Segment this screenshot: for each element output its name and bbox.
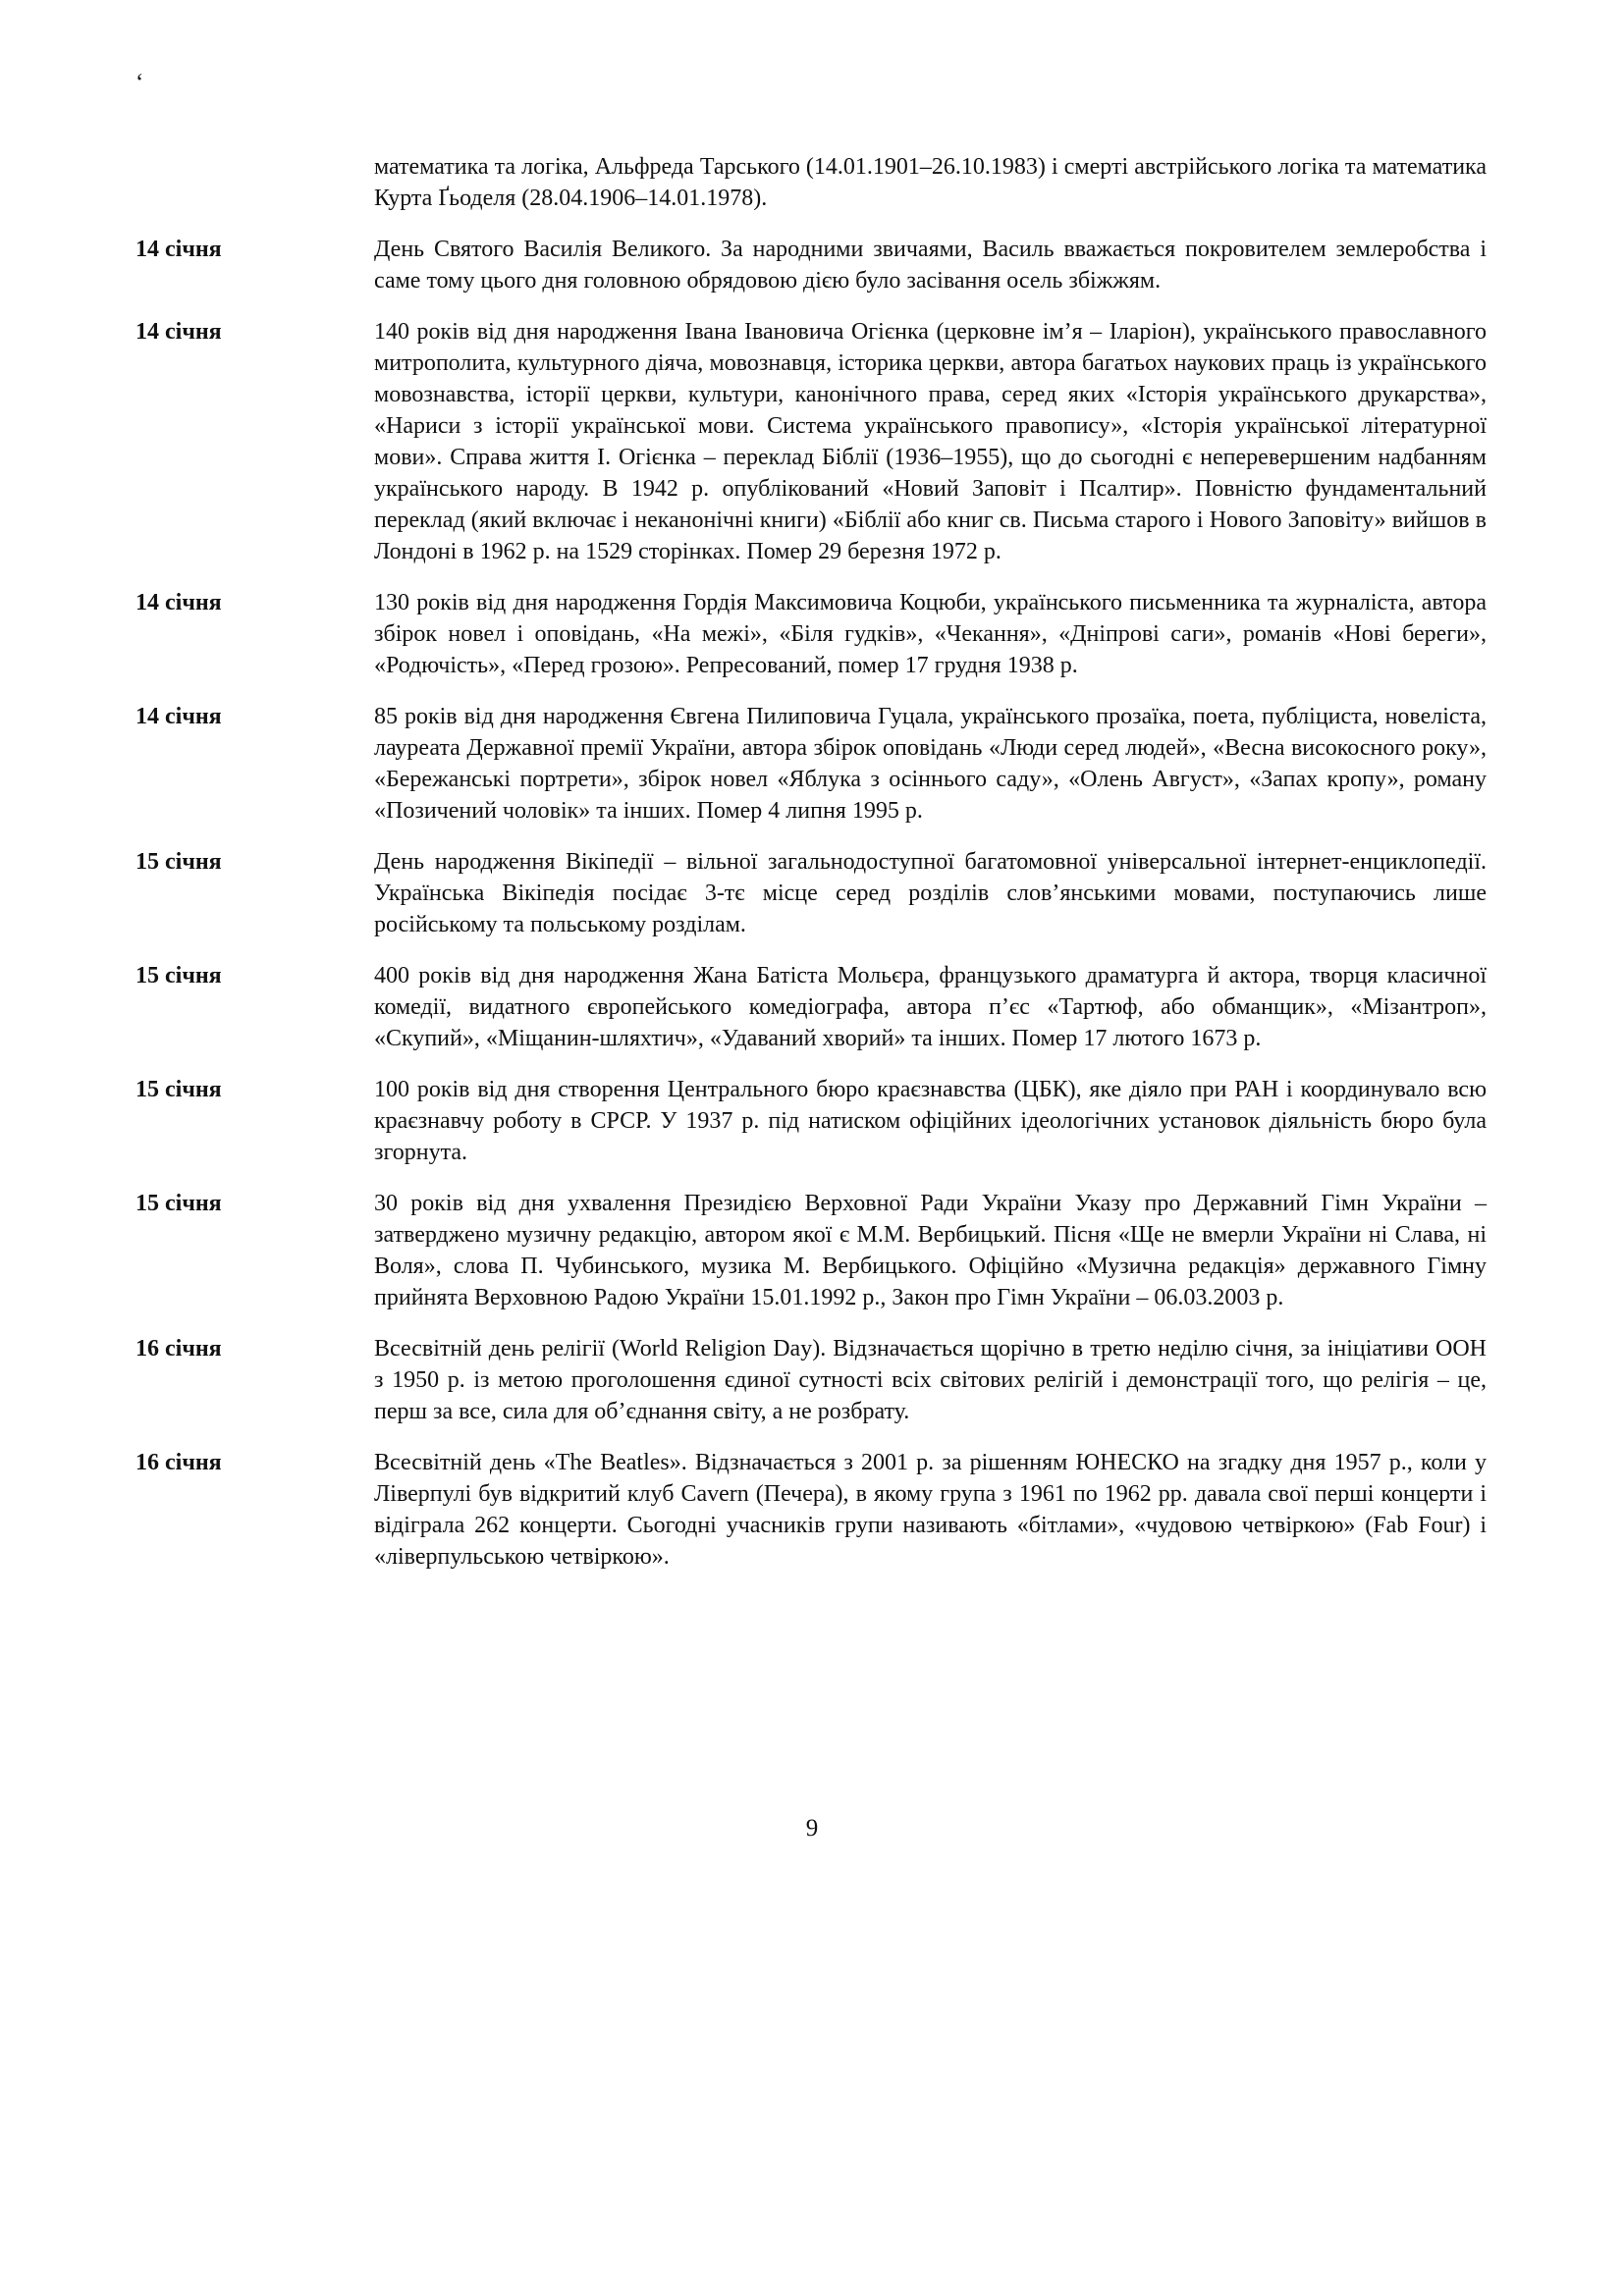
entry-text: День Святого Василія Великого. За народними звичаями, Василь вважається покровителем землеробства і саме тому цього дня головною обрядовою дією було засівання осель збіжжям. [374,237,1487,294]
entry-date: 14 січня [135,590,222,615]
calendar-entry [135,1333,1487,1427]
calendar-entry [135,846,1487,940]
entry-text: математика та логіка, Альфреда Тарського (14.01.1901–26.10.1983) і смерті австрійського логіка та математика Курта Ґьоделя (28.04.1906–14.01.1978). [374,154,1487,211]
entry-text: 85 років від дня народження Євгена Пилиповича Гуцала, українського прозаїка, поета, публіциста, новеліста, лауреата Державної премії України, автора збірок оповідань «Люди серед людей», «Весна високосного року», «Бережанські портрети», збірок новел «Яблука з осіннього саду», «Олень Август», «Запах кропу», роману «Позичений чоловік» та інших. Помер 4 липня 1995 р. [374,704,1487,824]
calendar-entry [135,1074,1487,1168]
entry-text: 140 років від дня народження Івана Івановича Огієнка (церковне ім’я – Іларіон), українського православного митрополита, культурного діяча, мовознавця, історика церкви, автора багатьох наукових праць із українського мовознавства, історії церкви, культури, канонічного права, серед яких «Історія українського друкарства», «Нариси з історії української мови. Система українського правопису», «Історія української літературної мови». Справа життя І. Огієнка – переклад Біблії (1936–1955), що до сьогодні є неперевершеним надбанням українського народу. В 1942 р. опублікований «Новий Заповіт і Псалтир». Повністю фундаментальний переклад (який включає і неканонічні книги) «Біблії або книг св. Письма старого і Нового Заповіту» вийшов в Лондоні в 1962 р. на 1529 сторінках. Помер 29 березня 1972 р. [374,319,1487,564]
calendar-entry [135,316,1487,567]
calendar-entry [135,1447,1487,1573]
calendar-entry [135,701,1487,827]
entry-text: 30 років від дня ухвалення Президією Верховної Ради України Указу про Державний Гімн України – затверджено музичну редакцію, автором якої є М.М. Вербицький. Пісня «Ще не вмерли України ні Слава, ні Воля», слова П. Чубинського, музика М. Вербицького. Офіційно «Музична редакція» державного Гімну прийнята Верховною Радою України 15.01.1992 р., Закон про Гімн України – 06.03.2003 р. [374,1191,1487,1310]
entry-date: 15 січня [135,963,222,988]
calendar-entry [135,960,1487,1054]
page-number: 9 [805,1815,819,1842]
entry-text: 130 років від дня народження Гордія Максимовича Коцюби, українського письменника та журналіста, автора збірок новел і оповідань, «На межі», «Біля гудків», «Чекання», «Дніпрові саги», романів «Нові береги», «Родючість», «Перед грозою». Репресований, помер 17 грудня 1938 р. [374,590,1487,678]
entry-text: Всесвітній день «The Beatles». Відзначається з 2001 р. за рішенням ЮНЕСКО на згадку дня 1957 р., коли у Ліверпулі був відкритий клуб Cavern (Печера), в якому група з 1961 по 1962 рр. давала свої перші концерти і відіграла 262 концерти. Сьогодні учасників групи називають «бітлами», «чудовою четвіркою» (Fab Four) і «ліверпульською четвіркою». [374,1450,1487,1570]
entry-date: 15 січня [135,1191,222,1216]
entry-text: День народження Вікіпедії – вільної загальнодоступної багатомовної універсальної інтернет-енциклопедії. Українська Вікіпедія посідає 3-тє місце серед розділів слов’янськими мовами, поступаючись лише російському та польському розділам. [374,849,1487,937]
calendar-entries [135,151,1487,1592]
entry-date: 14 січня [135,237,222,262]
entry-date: 14 січня [135,704,222,729]
entry-date: 16 січня [135,1336,222,1362]
entry-date: 14 січня [135,319,222,345]
entry-text: Всесвітній день релігії (World Religion Day). Відзначається щорічно в третю неділю січня, за ініціативи ООН з 1950 р. із метою проголошення єдиної сутності всіх світових релігій і демонстрації того, що релігія – це, перш за все, сила для об’єднання світу, а не розбрату. [374,1336,1487,1424]
entry-text: 100 років від дня створення Центрального бюро краєзнавства (ЦБК), яке діяло при РАН і координувало всю краєзнавчу роботу в СРСР. У 1937 р. під натиском офіційних ідеологічних установок діяльність бюро була згорнута. [374,1077,1487,1165]
corner-mark: ‘ [135,70,144,96]
calendar-entry [135,587,1487,681]
entry-date: 15 січня [135,849,222,875]
calendar-entry [135,151,1487,214]
entry-date: 15 січня [135,1077,222,1102]
entry-text: 400 років від дня народження Жана Батіста Мольєра, французького драматурга й актора, творця класичної комедії, видатного європейського комедіографа, автора п’єс «Тартюф, або обманщик», «Мізантроп», «Скупий», «Міщанин-шляхтич», «Удаваний хворий» та інших. Помер 17 лютого 1673 р. [374,963,1487,1051]
calendar-entry [135,234,1487,296]
calendar-entry [135,1188,1487,1313]
entry-date: 16 січня [135,1450,222,1475]
